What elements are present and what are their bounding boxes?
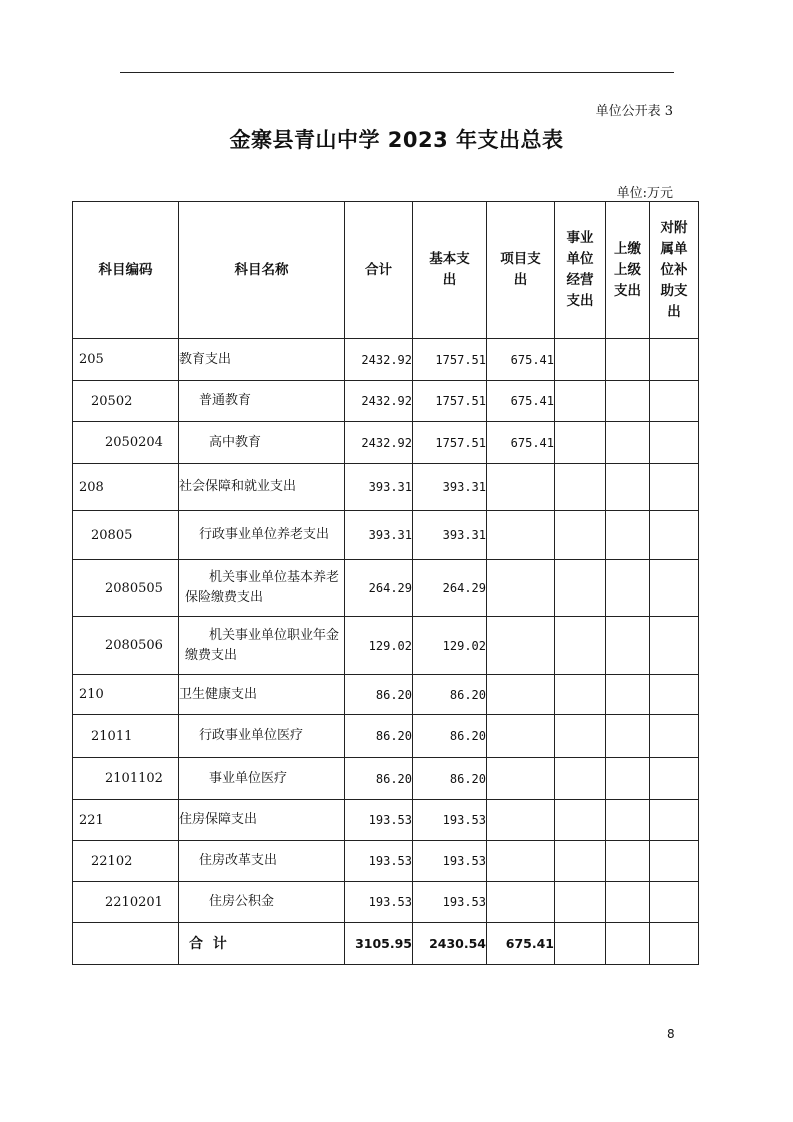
row-project (487, 464, 555, 511)
row-basic: 1757.51 (413, 339, 487, 381)
row-business (555, 758, 606, 800)
row-name: 社会保障和就业支出 (179, 464, 345, 511)
row-upper (606, 511, 650, 560)
row-basic: 264.29 (413, 560, 487, 617)
header-rule (120, 72, 674, 73)
row-subsidiary (650, 560, 699, 617)
row-name: 卫生健康支出 (179, 675, 345, 715)
row-name: 机关事业单位职业年金缴费支出 (179, 617, 345, 675)
row-code: 221 (73, 800, 179, 841)
row-project (487, 800, 555, 841)
row-subsidiary (650, 715, 699, 758)
table-row (73, 422, 699, 464)
row-upper (606, 882, 650, 923)
table-row (73, 882, 699, 923)
table-row (73, 715, 699, 758)
row-business (555, 381, 606, 422)
row-total: 86.20 (345, 758, 413, 800)
row-code: 21011 (73, 715, 179, 758)
table-row (73, 511, 699, 560)
header-code: 科目编码 (73, 202, 179, 339)
table-row (73, 675, 699, 715)
row-project: 675.41 (487, 381, 555, 422)
row-code: 205 (73, 339, 179, 381)
row-total: 193.53 (345, 841, 413, 882)
row-name: 高中教育 (179, 422, 345, 464)
form-number: 单位公开表 3 (595, 104, 673, 119)
row-basic: 1757.51 (413, 381, 487, 422)
row-code: 2050204 (73, 422, 179, 464)
row-code: 2101102 (73, 758, 179, 800)
row-name: 教育支出 (179, 339, 345, 381)
row-project (487, 715, 555, 758)
row-project (487, 560, 555, 617)
row-project (487, 841, 555, 882)
total-basic: 2430.54 (413, 923, 487, 965)
table-row (73, 381, 699, 422)
row-project (487, 758, 555, 800)
row-upper (606, 715, 650, 758)
row-name: 住房公积金 (179, 882, 345, 923)
row-business (555, 339, 606, 381)
table-row (73, 339, 699, 381)
row-basic: 193.53 (413, 841, 487, 882)
row-business (555, 464, 606, 511)
row-basic: 86.20 (413, 715, 487, 758)
unit-label: 单位:万元 (616, 186, 673, 201)
row-total: 2432.92 (345, 381, 413, 422)
row-upper (606, 758, 650, 800)
row-code: 2080506 (73, 617, 179, 675)
row-total: 2432.92 (345, 339, 413, 381)
row-project: 675.41 (487, 339, 555, 381)
total-row (73, 923, 699, 965)
row-business (555, 560, 606, 617)
row-business (555, 800, 606, 841)
row-upper (606, 339, 650, 381)
row-total: 193.53 (345, 800, 413, 841)
row-project: 675.41 (487, 422, 555, 464)
row-subsidiary (650, 758, 699, 800)
row-business (555, 675, 606, 715)
row-name: 机关事业单位基本养老保险缴费支出 (179, 560, 345, 617)
row-total: 86.20 (345, 715, 413, 758)
row-total: 264.29 (345, 560, 413, 617)
row-total: 2432.92 (345, 422, 413, 464)
row-name: 普通教育 (179, 381, 345, 422)
row-project (487, 617, 555, 675)
header-row (73, 202, 699, 339)
page-number: 8 (667, 1027, 675, 1041)
page-title: 金寨县青山中学 2023 年支出总表 (229, 128, 564, 152)
row-subsidiary (650, 800, 699, 841)
table-row (73, 841, 699, 882)
total-code (73, 923, 179, 965)
header-business: 事业 单位 经营 支出 (555, 202, 606, 339)
row-total: 86.20 (345, 675, 413, 715)
row-total: 193.53 (345, 882, 413, 923)
row-business (555, 422, 606, 464)
row-basic: 129.02 (413, 617, 487, 675)
total-project: 675.41 (487, 923, 555, 965)
row-basic: 393.31 (413, 464, 487, 511)
row-total: 393.31 (345, 511, 413, 560)
row-basic: 86.20 (413, 758, 487, 800)
row-upper (606, 675, 650, 715)
row-name: 行政事业单位医疗 (179, 715, 345, 758)
expenditure-table (72, 201, 699, 965)
header-basic: 基本支 出 (413, 202, 487, 339)
header-upper: 上缴 上级 支出 (606, 202, 650, 339)
row-code: 20502 (73, 381, 179, 422)
row-code: 210 (73, 675, 179, 715)
row-subsidiary (650, 464, 699, 511)
header-name: 科目名称 (179, 202, 345, 339)
total-upper (606, 923, 650, 965)
row-project (487, 882, 555, 923)
row-basic: 193.53 (413, 800, 487, 841)
header-total: 合计 (345, 202, 413, 339)
row-code: 20805 (73, 511, 179, 560)
total-subsidiary (650, 923, 699, 965)
row-total: 129.02 (345, 617, 413, 675)
table-row (73, 758, 699, 800)
row-business (555, 841, 606, 882)
header-project: 项目支 出 (487, 202, 555, 339)
row-business (555, 882, 606, 923)
row-basic: 1757.51 (413, 422, 487, 464)
row-total: 393.31 (345, 464, 413, 511)
row-business (555, 715, 606, 758)
row-code: 22102 (73, 841, 179, 882)
row-subsidiary (650, 617, 699, 675)
row-project (487, 511, 555, 560)
row-upper (606, 381, 650, 422)
table-row (73, 464, 699, 511)
row-business (555, 617, 606, 675)
row-upper (606, 422, 650, 464)
row-basic: 393.31 (413, 511, 487, 560)
row-subsidiary (650, 339, 699, 381)
row-subsidiary (650, 511, 699, 560)
row-name: 事业单位医疗 (179, 758, 345, 800)
row-upper (606, 841, 650, 882)
row-code: 2080505 (73, 560, 179, 617)
row-upper (606, 617, 650, 675)
total-label: 合 计 (179, 923, 345, 965)
row-subsidiary (650, 882, 699, 923)
row-upper (606, 464, 650, 511)
table-row (73, 560, 699, 617)
row-business (555, 511, 606, 560)
row-upper (606, 800, 650, 841)
table-row (73, 800, 699, 841)
row-name: 住房改革支出 (179, 841, 345, 882)
row-subsidiary (650, 675, 699, 715)
row-subsidiary (650, 422, 699, 464)
header-subsidiary: 对附 属单 位补 助支 出 (650, 202, 699, 339)
row-subsidiary (650, 841, 699, 882)
row-subsidiary (650, 381, 699, 422)
row-project (487, 675, 555, 715)
row-upper (606, 560, 650, 617)
row-name: 行政事业单位养老支出 (179, 511, 345, 560)
total-total: 3105.95 (345, 923, 413, 965)
row-code: 208 (73, 464, 179, 511)
row-basic: 86.20 (413, 675, 487, 715)
row-basic: 193.53 (413, 882, 487, 923)
row-name: 住房保障支出 (179, 800, 345, 841)
table-row (73, 617, 699, 675)
total-business (555, 923, 606, 965)
row-code: 2210201 (73, 882, 179, 923)
